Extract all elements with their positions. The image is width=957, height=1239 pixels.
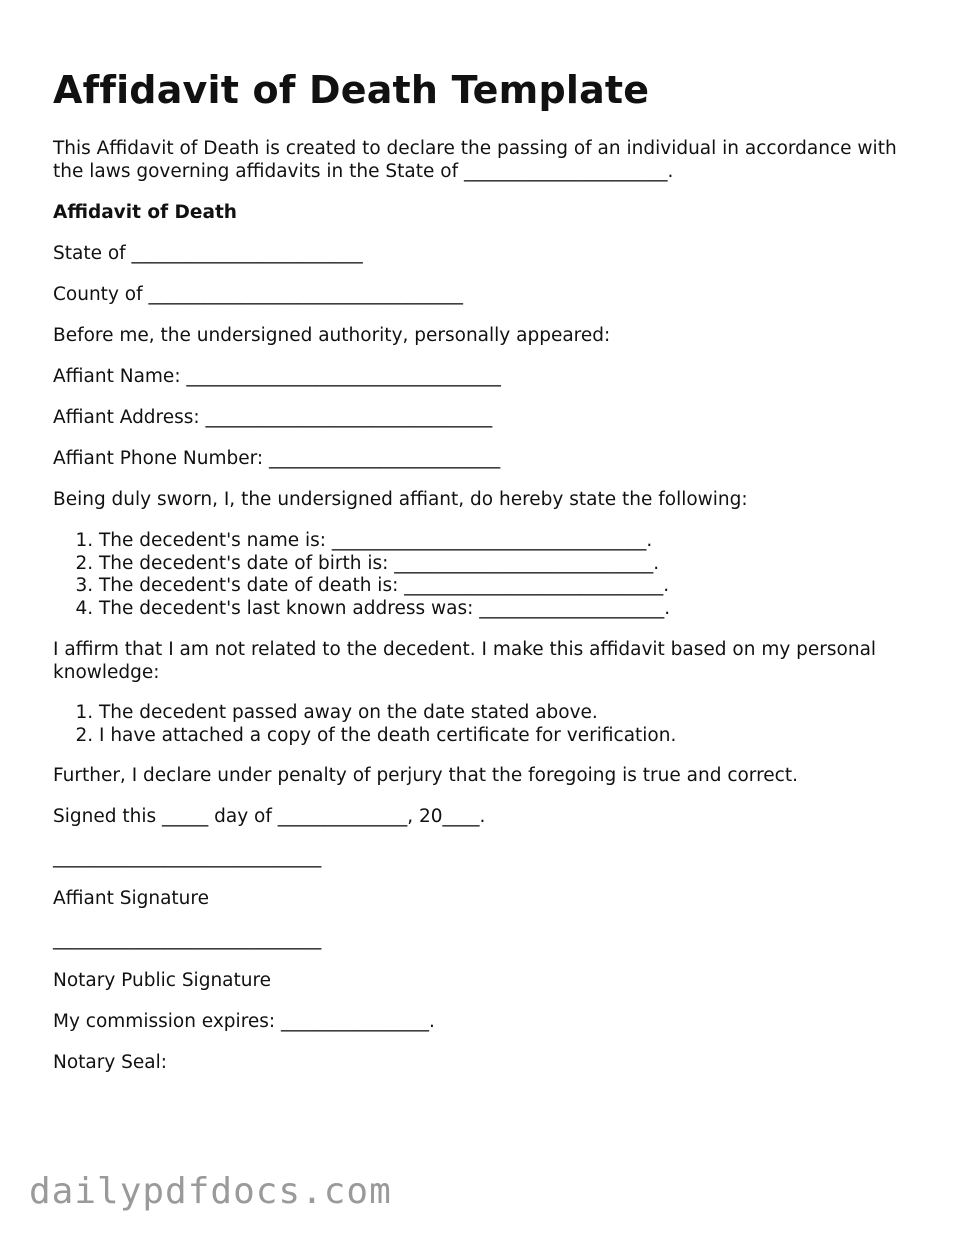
- list-item: 3. The decedent's date of death is: ____________________________.: [99, 575, 670, 598]
- list-item: 1. The decedent's name is: __________________________________.: [99, 530, 670, 553]
- sworn-statement: Being duly sworn, I, the undersigned affiant, do hereby state the following:: [53, 489, 748, 510]
- perjury-statement: Further, I declare under penalty of perjury that the foregoing is true and correct.: [53, 765, 798, 786]
- affiant-signature-line: _____________________________: [53, 847, 322, 868]
- appeared-statement: Before me, the undersigned authority, personally appeared:: [53, 325, 611, 346]
- signed-date-field: Signed this _____ day of ______________, 20____.: [53, 806, 486, 827]
- section-heading: Affidavit of Death: [53, 202, 237, 223]
- list-item: 2. The decedent's date of birth is: ____________________________.: [99, 553, 670, 576]
- county-field: County of __________________________________: [53, 284, 463, 305]
- decedent-details-list: [77, 530, 670, 620]
- list-item: 2. I have attached a copy of the death certificate for verification.: [99, 725, 676, 748]
- document-title: Affidavit of Death Template: [53, 68, 650, 112]
- notary-signature-line: _____________________________: [53, 929, 322, 950]
- knowledge-list: [77, 702, 676, 747]
- notary-seal-label: Notary Seal:: [53, 1052, 168, 1073]
- affiant-name-field: Affiant Name: __________________________________: [53, 366, 501, 387]
- notary-signature-label: Notary Public Signature: [53, 970, 272, 991]
- intro-paragraph: This Affidavit of Death is created to declare the passing of an individual in accordance with the laws governing affidavits in the State of ______________________.: [53, 138, 897, 182]
- state-field: State of _________________________: [53, 243, 363, 264]
- affiant-address-field: Affiant Address: _______________________________: [53, 407, 493, 428]
- affirm-paragraph: I affirm that I am not related to the decedent. I make this affidavit based on my personal knowledge:: [53, 639, 877, 683]
- affiant-signature-label: Affiant Signature: [53, 888, 209, 909]
- watermark-text: dailypdfdocs.com: [29, 1171, 392, 1212]
- list-item: 1. The decedent passed away on the date stated above.: [99, 702, 676, 725]
- affiant-phone-field: Affiant Phone Number: _________________________: [53, 448, 501, 469]
- commission-expiry-field: My commission expires: ________________.: [53, 1011, 435, 1032]
- list-item: 4. The decedent's last known address was: ____________________.: [99, 598, 670, 621]
